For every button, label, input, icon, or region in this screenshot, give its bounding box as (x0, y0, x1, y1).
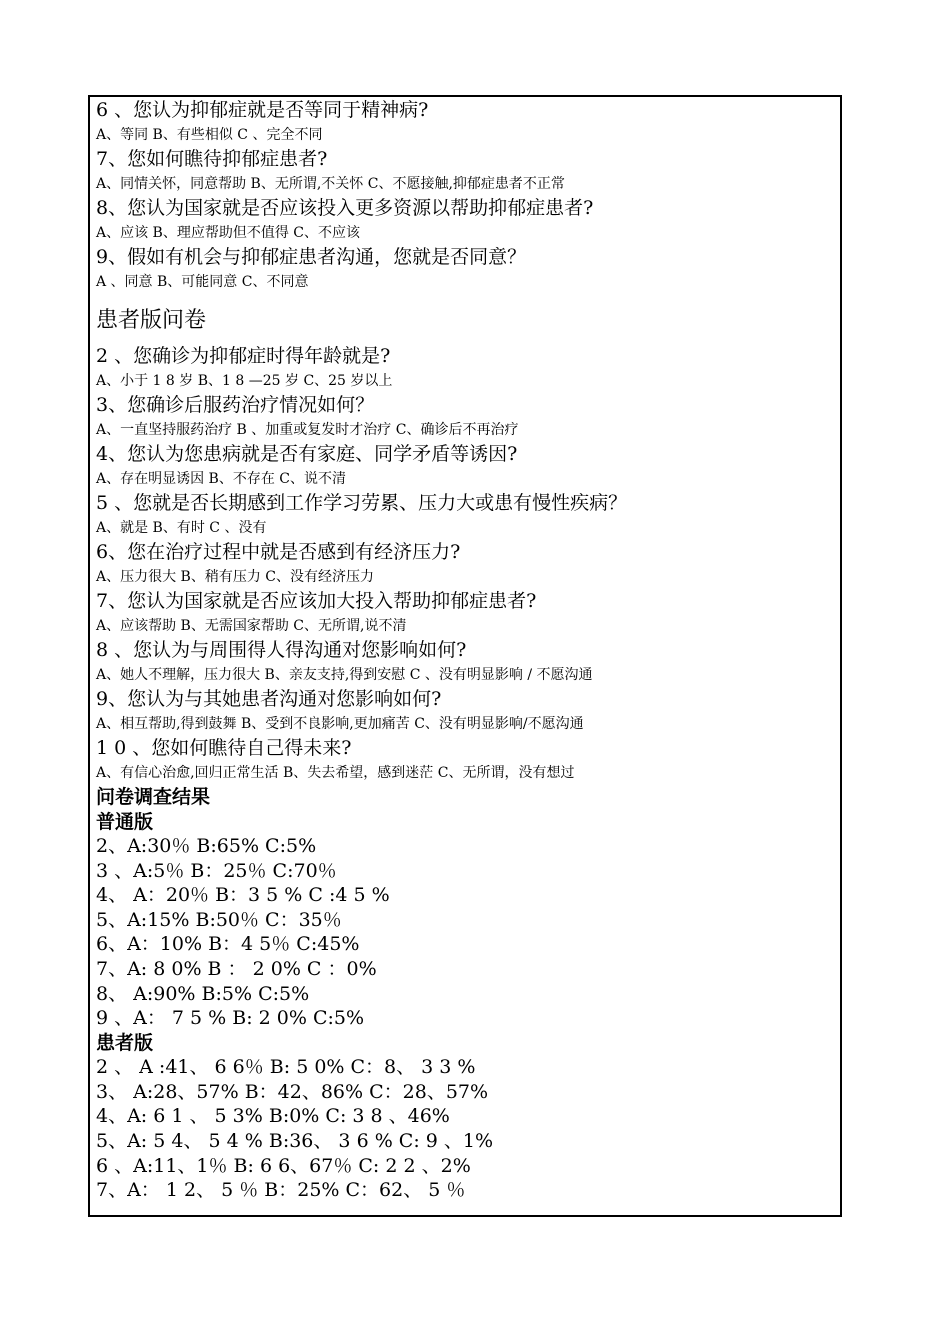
question-text: 2 、您确诊为抑郁症时得年龄就是? (96, 345, 391, 367)
question-text: 9、假如有机会与抑郁症患者沟通，您就是否同意？ (96, 246, 527, 268)
result-line: 4、 A：20％ B：3 5 % C :4 5 % (96, 884, 390, 907)
question-text: 6、您在治疗过程中就是否感到有经济压力? (96, 541, 461, 563)
patient-questionnaire (96, 344, 836, 785)
answer-options: A、存在明显诱因 B、不存在 C、说不清 (96, 471, 347, 487)
answer-options: A、同情关怀，同意帮助 B、无所谓,不关怀 C、不愿接触,抑郁症患者不正常 (96, 176, 565, 192)
answer-options: A、就是 B、有时 C 、没有 (96, 520, 267, 536)
patient-results-label: 患者版 (96, 1031, 154, 1054)
result-line: 3 、A:5％ B：25％ C:70％ (96, 859, 337, 882)
question-text: 1 0 、您如何瞧待自己得未来? (96, 737, 352, 759)
answer-options: A、等同 B、有些相似 C 、完全不同 (96, 127, 323, 143)
result-line: 5、A: 5 4、 5 4 % B:36、 3 6 % C: 9 、1% (96, 1130, 494, 1153)
patient-questionnaire-title: 患者版问卷 (96, 308, 207, 333)
general-questionnaire-tail (96, 98, 836, 294)
answer-options: A、压力很大 B、稍有压力 C、没有经济压力 (96, 569, 375, 585)
result-line: 7、A: 8 0% B ： 2 0% C ：0% (96, 957, 377, 980)
question-text: 9、您认为与其她患者沟通对您影响如何? (96, 688, 442, 710)
answer-options: A、有信心治愈,回归正常生活 B、失去希望，感到迷茫 C、无所谓，没有想过 (96, 765, 575, 781)
result-line: 4、A: 6 1 、 5 3% B:0% C: 3 8 、46% (96, 1105, 450, 1128)
general-results-label: 普通版 (96, 810, 154, 833)
answer-options: A、应该 B、理应帮助但不值得 C、不应该 (96, 225, 361, 241)
answer-options: A、相互帮助,得到鼓舞 B、受到不良影响,更加痛苦 C、没有明显影响/不愿沟通 (96, 716, 584, 732)
document-content (96, 98, 836, 1203)
result-line: 3、 A:28、57% B：42、86% C：28、57% (96, 1080, 489, 1103)
answer-options: A、小于 1 8 岁 B、1 8 —25 岁 C、25 岁以上 (96, 373, 393, 389)
question-text: 8、您认为国家就是否应该投入更多资源以帮助抑郁症患者? (96, 197, 594, 219)
general-results (96, 834, 836, 1031)
result-line: 2、A:30％ B:65% C:5% (96, 835, 317, 857)
question-text: 7、您如何瞧待抑郁症患者? (96, 148, 328, 170)
question-text: 4、您认为您患病就是否有家庭、同学矛盾等诱因? (96, 443, 518, 465)
results-title: 问卷调查结果 (96, 786, 211, 808)
result-line: 6、A：10% B：4 5％ C:45% (96, 933, 360, 956)
patient-results (96, 1055, 836, 1203)
question-text: 6 、您认为抑郁症就是否等同于精神病? (96, 99, 429, 121)
result-line: 8、 A:90% B:5% C:5% (96, 982, 310, 1005)
result-line: 5、A:15% B:50％ C：35％ (96, 908, 342, 931)
question-text: 8 、您认为与周围得人得沟通对您影响如何? (96, 639, 467, 661)
answer-options: A、她人不理解，压力很大 B、亲友支持,得到安慰 C 、没有明显影响 / 不愿沟通 (96, 667, 593, 683)
answer-options: A、应该帮助 B、无需国家帮助 C、无所谓,说不清 (96, 618, 407, 634)
result-line: 2 、 A :41、 6 6％ B: 5 0% C：8、 3 3 % (96, 1056, 476, 1079)
result-line: 6 、A:11、1％ B: 6 6、67％ C: 2 2 、2% (96, 1154, 471, 1177)
answer-options: A 、同意 B、可能同意 C、不同意 (96, 274, 309, 290)
question-text: 7、您认为国家就是否应该加大投入帮助抑郁症患者? (96, 590, 537, 612)
question-text: 3、您确诊后服药治疗情况如何？ (96, 394, 375, 416)
question-text: 5 、您就是否长期感到工作学习劳累、压力大或患有慢性疾病？ (96, 492, 628, 514)
result-line: 7、A： 1 2、 5 ％ B：25% C：62、 5 ％ (96, 1179, 466, 1202)
result-line: 9 、A： 7 5 % B: 2 0% C:5% (96, 1007, 365, 1030)
answer-options: A、一直坚持服药治疗 B 、加重或复发时才治疗 C、确诊后不再治疗 (96, 422, 519, 438)
